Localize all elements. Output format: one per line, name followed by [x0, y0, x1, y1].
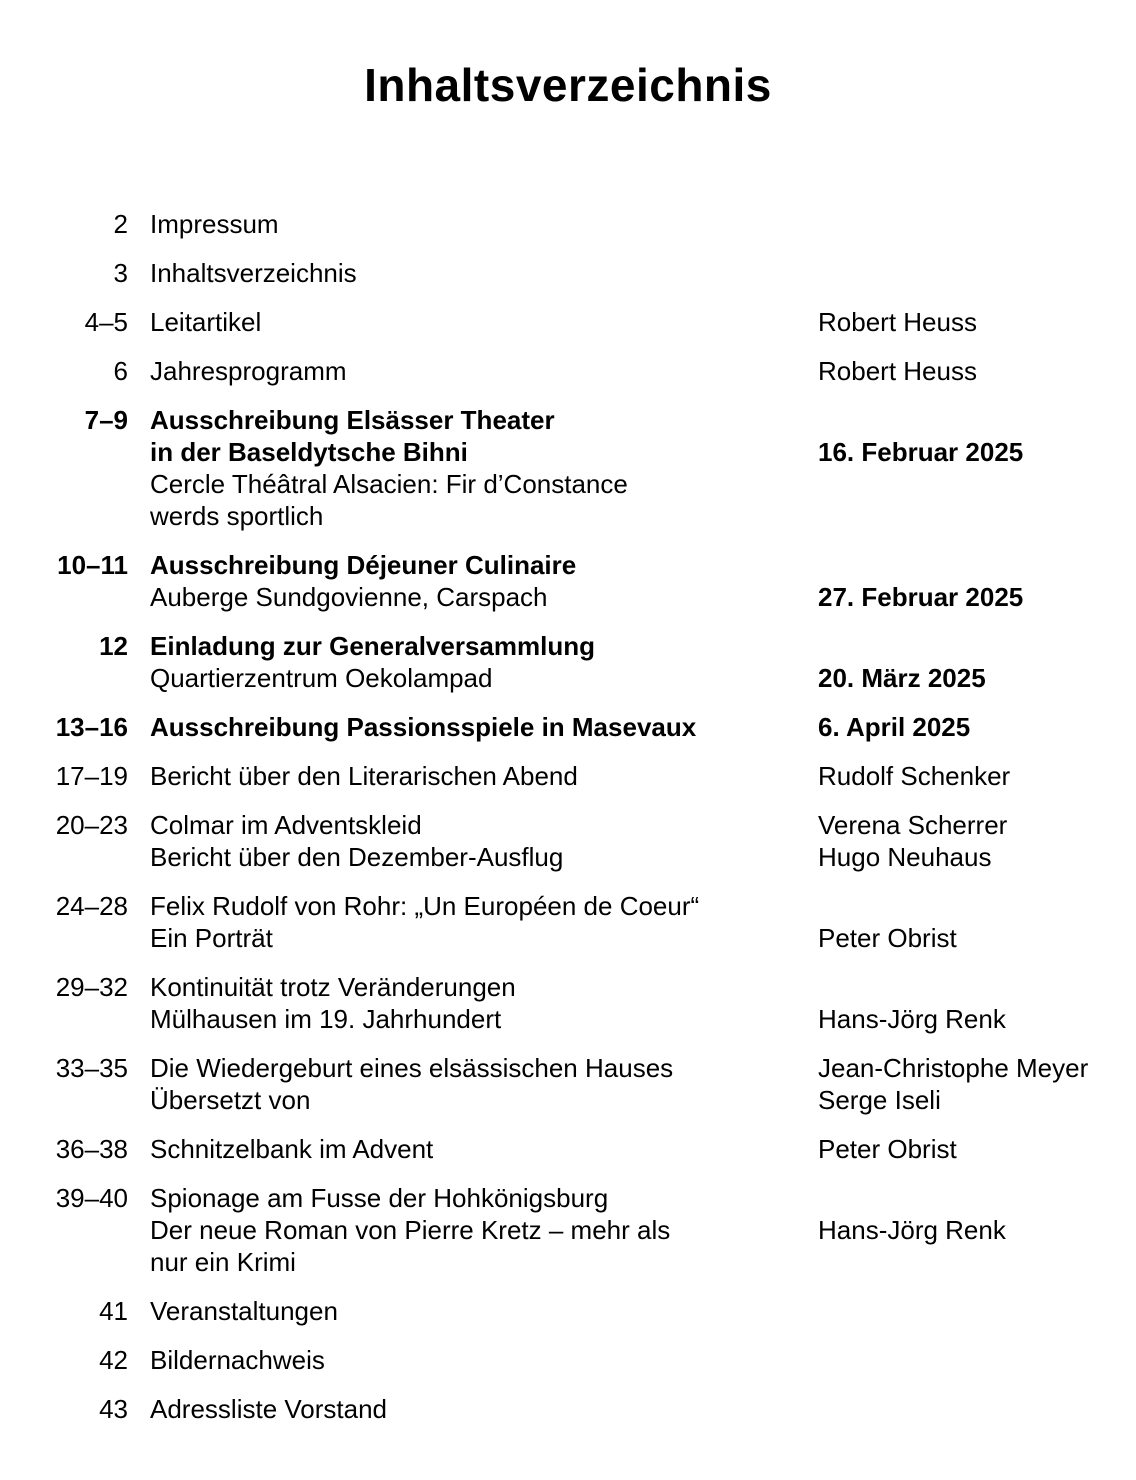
toc-line-author: Robert Heuss: [818, 307, 977, 337]
toc-entry-content: [150, 549, 1120, 613]
toc-line-author: Peter Obrist: [818, 923, 957, 953]
toc-line-title: Ausschreibung Passionsspiele in Masevaux: [150, 712, 697, 742]
toc-line: [150, 549, 1120, 581]
toc-entry: [40, 809, 1120, 873]
toc-line-author: Rudolf Schenker: [818, 761, 1011, 791]
toc-entry-content: [150, 1133, 1120, 1165]
toc-line-title: Veranstaltungen: [150, 1296, 338, 1326]
toc-line: [150, 500, 1120, 532]
toc-line-title: Auberge Sundgovienne, Carspach: [150, 582, 548, 612]
toc-line-title: Spionage am Fusse der Hohkönigsburg: [150, 1183, 609, 1213]
toc-line-title: Quartierzentrum Oekolampad: [150, 663, 493, 693]
toc-line: [150, 711, 1120, 743]
toc-line-author: Jean-Christophe Meyer: [818, 1053, 1089, 1083]
toc-entry: [40, 1182, 1120, 1278]
toc-entry: [40, 1393, 1120, 1425]
toc-line-title: Leitartikel: [150, 307, 262, 337]
toc-entry: [40, 711, 1120, 743]
toc-line-date: 27. Februar 2025: [818, 582, 1024, 612]
toc-line: [150, 404, 1120, 436]
toc-entry-pages: 13–16: [55, 712, 128, 742]
toc-entry-pages: 10–11: [57, 550, 128, 580]
toc-line-title: Ausschreibung Elsässer Theater: [150, 405, 555, 435]
toc-line-author: Verena Scherrer: [818, 810, 1008, 840]
toc-entry-content: [150, 306, 1120, 338]
toc-line: [150, 208, 1120, 240]
toc-entry-pages: 7–9: [84, 405, 128, 435]
toc-line-date: 6. April 2025: [818, 712, 971, 742]
toc-line-title: werds sportlich: [150, 501, 324, 531]
toc-line: [150, 662, 1120, 694]
toc-entry-pages: 42: [99, 1345, 128, 1375]
toc-line: [150, 630, 1120, 662]
toc-line-title: nur ein Krimi: [150, 1247, 296, 1277]
toc-entry-pages: 2: [113, 209, 128, 239]
toc-line-title: Inhaltsverzeichnis: [150, 258, 357, 288]
toc-entry: [40, 306, 1120, 338]
toc-entry-pages: 24–28: [55, 891, 128, 921]
toc: [40, 208, 1120, 1442]
toc-entry: [40, 355, 1120, 387]
toc-entry-pages: 12: [99, 631, 128, 661]
toc-line-title: Felix Rudolf von Rohr: „Un Européen de Coeur“: [150, 891, 700, 921]
toc-line: [150, 436, 1120, 468]
toc-entry-pages: 43: [99, 1394, 128, 1424]
toc-line-date: 20. März 2025: [818, 663, 986, 693]
toc-line: [150, 581, 1120, 613]
toc-entry: [40, 1344, 1120, 1376]
toc-line: [150, 809, 1120, 841]
toc-line: [150, 1133, 1120, 1165]
toc-entry: [40, 890, 1120, 954]
toc-entry: [40, 971, 1120, 1035]
toc-line: [150, 306, 1120, 338]
toc-entry-pages: 41: [99, 1296, 128, 1326]
toc-entry: [40, 630, 1120, 694]
toc-entry: [40, 208, 1120, 240]
toc-line: [150, 1003, 1120, 1035]
toc-line-title: Schnitzelbank im Advent: [150, 1134, 434, 1164]
toc-entry-content: [150, 1344, 1120, 1376]
toc-line-author: Robert Heuss: [818, 356, 977, 386]
toc-line-title: Ausschreibung Déjeuner Culinaire: [150, 550, 577, 580]
toc-line: [150, 841, 1120, 873]
toc-line-author: Serge Iseli: [818, 1085, 941, 1115]
toc-line: [150, 1295, 1120, 1327]
toc-line: [150, 1246, 1120, 1278]
toc-line-title: Die Wiedergeburt eines elsässischen Hauses: [150, 1053, 674, 1083]
toc-entry: [40, 1133, 1120, 1165]
toc-line-title: Cercle Théâtral Alsacien: Fir d’Constance: [150, 469, 628, 499]
toc-entry: [40, 404, 1120, 532]
page-title: Inhaltsverzeichnis: [364, 59, 772, 111]
toc-line-title: Jahresprogramm: [150, 356, 347, 386]
toc-entry-pages: 33–35: [55, 1053, 128, 1083]
toc-entry-pages: 6: [113, 356, 128, 386]
toc-line-date: 16. Februar 2025: [818, 437, 1024, 467]
toc-line-title: Mülhausen im 19. Jahrhundert: [150, 1004, 502, 1034]
toc-line: [150, 760, 1120, 792]
toc-line-title: Einladung zur Generalversammlung: [150, 631, 595, 661]
toc-entry-content: [150, 809, 1120, 873]
toc-line-title: Colmar im Adventskleid: [150, 810, 422, 840]
toc-entry: [40, 760, 1120, 792]
toc-entry-content: [150, 711, 1120, 743]
toc-line: [150, 1084, 1120, 1116]
toc-line: [150, 468, 1120, 500]
toc-entry-pages: 17–19: [55, 761, 128, 791]
toc-line: [150, 355, 1120, 387]
toc-line: [150, 1214, 1120, 1246]
toc-line-title: Der neue Roman von Pierre Kretz – mehr als: [150, 1215, 671, 1245]
toc-entry: [40, 1295, 1120, 1327]
toc-line: [150, 1344, 1120, 1376]
toc-entry-pages: 36–38: [55, 1134, 128, 1164]
toc-entry-content: [150, 355, 1120, 387]
toc-line-author: Hans-Jörg Renk: [818, 1215, 1006, 1245]
toc-line: [150, 971, 1120, 1003]
toc-entry: [40, 257, 1120, 289]
toc-entry-content: [150, 1052, 1120, 1116]
toc-entry-content: [150, 208, 1120, 240]
toc-entry-content: [150, 760, 1120, 792]
toc-line-author: Hugo Neuhaus: [818, 842, 992, 872]
toc-entry-pages: 39–40: [55, 1183, 128, 1213]
toc-line-title: Adressliste Vorstand: [150, 1394, 388, 1424]
toc-entry-pages: 3: [113, 258, 128, 288]
toc-line-author: Peter Obrist: [818, 1134, 957, 1164]
toc-line: [150, 890, 1120, 922]
toc-line-title: in der Baseldytsche Bihni: [150, 437, 468, 467]
toc-line-title: Bildernachweis: [150, 1345, 325, 1375]
toc-line: [150, 1182, 1120, 1214]
toc-line-title: Bericht über den Literarischen Abend: [150, 761, 578, 791]
toc-entry-content: [150, 630, 1120, 694]
toc-line-title: Kontinuität trotz Veränderungen: [150, 972, 516, 1002]
toc-entry: [40, 549, 1120, 613]
toc-line-title: Ein Porträt: [150, 923, 273, 953]
toc-entry-content: [150, 257, 1120, 289]
toc-entry-content: [150, 1182, 1120, 1278]
toc-line-author: Hans-Jörg Renk: [818, 1004, 1006, 1034]
toc-line: [150, 257, 1120, 289]
toc-line-title: Impressum: [150, 209, 279, 239]
toc-line: [150, 1393, 1120, 1425]
toc-line-title: Übersetzt von: [150, 1085, 311, 1115]
toc-entry-pages: 20–23: [55, 810, 128, 840]
toc-entry: [40, 1052, 1120, 1116]
toc-entry-content: [150, 971, 1120, 1035]
toc-entry-content: [150, 404, 1120, 532]
toc-entry-content: [150, 1393, 1120, 1425]
toc-entry-pages: 4–5: [84, 307, 128, 337]
toc-entry-pages: 29–32: [55, 972, 128, 1002]
toc-entry-content: [150, 890, 1120, 954]
toc-line: [150, 922, 1120, 954]
toc-entry-content: [150, 1295, 1120, 1327]
toc-line-title: Bericht über den Dezember-Ausflug: [150, 842, 564, 872]
toc-line: [150, 1052, 1120, 1084]
